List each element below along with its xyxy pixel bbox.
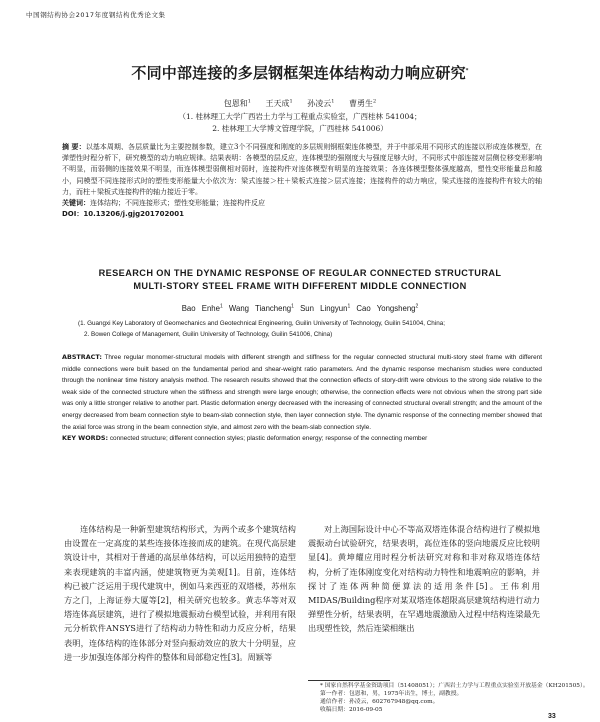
keywords-en-text: connected structure; different connection styles; plastic deformation energy; response of the connecting member <box>109 435 428 443</box>
footnote-corresponding-author: 通信作者：孙凌云，602767948@qq.com。 <box>320 698 439 705</box>
title-en-line-1: RESEARCH ON THE DYNAMIC RESPONSE OF REGULAR CONNECTED STRUCTURAL <box>98 268 502 278</box>
footnote-first-author: 第一作者：包恩和，男，1975年出生，博士，副教授。 <box>320 690 463 697</box>
keywords-en <box>62 433 542 445</box>
abstract-en-body <box>62 352 542 433</box>
abstract-en-label: ABSTRACT: <box>62 353 102 361</box>
abstract-cn-text: 以基本周期、各层质量比为主要控制参数，建立3个不同强度和刚度的多层规则钢框架连体模型，并于中部采用不同形式的连接以形成连体模型，在弹塑性时程分析下，研究模型的动力响应规律。结果表明：各模型的层反应，连体模型的强刚度大与强度足够大时，不同形式中部连接对层侧位移变形影响不明显，而弱侧的连接效果不明显，而连体模型弱侧相对弱时，连接构件对连体模型有明显的连接效果；各连体模型整体强度越高，塑性变形能量总和越小，同模型不同连接形式时的塑性变形能量大小依次为：梁式连接＞柱＋梁板式连接＞层式连接；连接构件的动力响应，梁式连接的连接构件有较大的轴力，而柱＋梁板式连接构件的轴力接近于零。 <box>62 143 543 196</box>
title-footnote-mark: * <box>465 68 469 74</box>
authors-cn <box>0 98 600 109</box>
abstract-en-text: Three regular monomer-structural models with different strength and stiffness for the regular connected structural multi-story steel frame with different middle connections were built based on the fundamental period and shear-weight ratio parameters. And the dynamic response mechanism studies were conducted through the nonlinear time history analysis method. The research results showed that the connection effects of story-drift were obvious to the strong side relative to the weak side of the connected structure when the stiffness and strength were large enough; otherwise, the connection effects were not obvious when the strong part side was only a little stronger relative to another part. Plastic deformation energy decreased with the increasing of connected structural overall strength; and the amount of the energy decreased from beam connection style to beam-slab connection style, then layer connection style. The dynamic response of the connecting member showed that the axial force was strong in the beam connection style, and almost zero with the beam-slab connection style. <box>62 354 542 431</box>
footnotes <box>320 683 589 715</box>
abstract-en <box>62 352 542 445</box>
affiliation-cn-2: 2. 桂林理工大学博文管理学院，广西桂林 541006） <box>212 124 388 133</box>
keywords-cn <box>62 198 542 209</box>
footnote-received-date: 收稿日期：2016-09-05 <box>320 706 383 713</box>
author: 王天成$^1$ <box>265 98 293 108</box>
affiliation-cn-1: （1. 桂林理工大学广西岩土力学与工程重点实验室，广西桂林 541004； <box>178 112 422 121</box>
author-en: Bao Enhe$^1$ <box>181 303 223 313</box>
abstract-cn-body <box>62 142 542 198</box>
keywords-en-label: KEY WORDS: <box>62 434 109 443</box>
author: 孙凌云$^1$ <box>307 98 335 108</box>
author: 包恩和$^1$ <box>223 98 251 108</box>
doi-value: 10.13206/j.gjg201702001 <box>83 210 184 219</box>
paper-title-en <box>0 267 600 293</box>
footnote-funding: * 国家自然科学基金资助项目（51408051）；广西岩土力学与工程重点实验室开放基金（KH201505）。 <box>320 683 589 689</box>
doi <box>62 209 542 220</box>
keywords-cn-label: 关键词： <box>62 199 90 208</box>
title-en-line-2: MULTI-STORY STEEL FRAME WITH DIFFERENT MIDDLE CONNECTION <box>133 281 467 291</box>
author: 曹勇生$^2$ <box>349 98 377 108</box>
author-en: Sun Lingyun$^1$ <box>300 303 351 313</box>
keywords-cn-text: 连体结构；不同连接形式；塑性变形能量；连接构件反应 <box>90 199 265 208</box>
body-column-right: 对上海国际设计中心不等高双塔连体混合结构进行了模拟地震振动台试验研究，结果表明，高位连体的竖向地震反应比较明显[4]。黄坤耀应用时程分析法研究对称和非对称双塔连体结构，分析了连体刚度变化对结构动力特性和地震响应的影响，并探讨了连体两种简便算法的适用条件[5]。王伟利用MIDAS/Building程序对某双塔连体超限高层建筑结构进行动力弹塑性分析，结果表明，在罕遇地震激励入过程中结构连梁最先出现塑性铰，然后连梁相继出 <box>308 524 540 634</box>
footnote-divider <box>308 680 390 681</box>
page-number: 33 <box>548 713 556 720</box>
title-text: 不同中部连接的多层钢框架连体结构动力响应研究 <box>131 64 466 82</box>
author-en: Wang Tiancheng$^1$ <box>228 303 294 313</box>
authors-en <box>0 304 600 313</box>
abstract-cn-label: 摘 要： <box>62 143 86 151</box>
body-column-left: 连体结构是一种新型建筑结构形式，为两个或多个建筑结构由设置在一定高度的某些连接体连接而成的建筑。在现代高层建筑设计中，其相对于普通的高层单体结构，可以运用独特的造型来表现建筑的丰富内涵，使建筑物更为美观[1]。目前，连体结构已被广泛运用于现代建筑中，例如马来西亚的双塔楼，苏州东方之门，上海证券大厦等[2]，相关研究也较多。黄志华等对双塔连体高层建筑，进行了模拟地震振动台模型试验，并利用有限元分析软件ANSYS进行了结构动力特性和动力反应分析，结果表明，连体结构的连体部分对竖向振动效应的放大十分明显，应进一步加强连体部分构件的整体和局部稳定性[3]。周颖等 <box>64 524 296 662</box>
paper-title-cn <box>0 62 600 83</box>
abstract-cn <box>62 142 542 220</box>
affiliation-en-1: (1. Guangxi Key Laboratory of Geomechanics and Geotechnical Engineering, Guilin University of Technology, Guilin 541004, China; <box>78 320 445 327</box>
author-en: Cao Yongsheng$^2$ <box>356 303 419 313</box>
affiliation-en-2: 2. Bowen College of Management, Guilin University of Technology, Guilin 541006, China) <box>84 331 333 338</box>
running-head: 中国钢结构协会2017年度钢结构优秀论文集 <box>26 11 166 19</box>
affiliations-en <box>78 318 538 340</box>
doi-label: DOI： <box>62 210 84 219</box>
